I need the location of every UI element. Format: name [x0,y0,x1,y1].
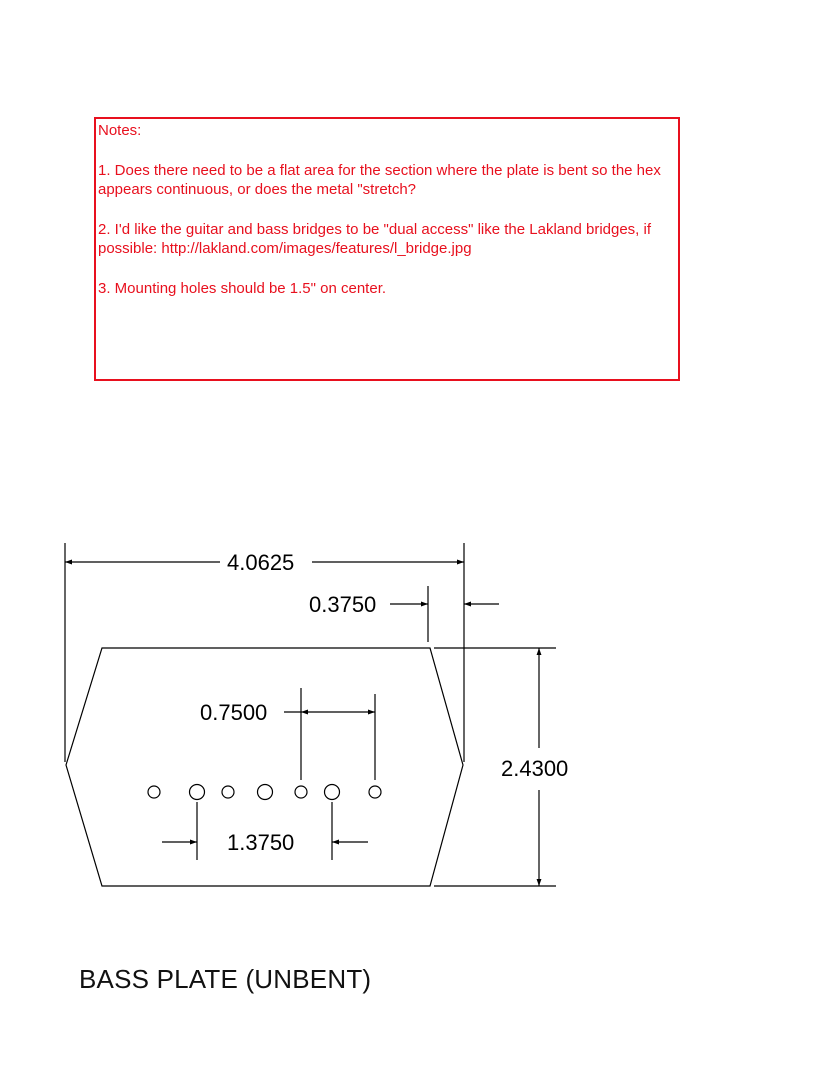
dim-label-overall-height: 2.4300 [501,756,569,781]
hole-small-4 [369,786,381,798]
dim-label-hole-spacing: 0.7500 [200,700,268,725]
note-item-2: 2. I'd like the guitar and bass bridges to be "dual access" like the Lakland bridges, if possible: http://lakland.com/images/features/l_bridge.jpg [98,220,652,257]
dim-label-overall-width: 4.0625 [227,550,295,575]
mounting-hole-left [190,785,205,800]
hole-large-mid [258,785,273,800]
dim-label-mounting-spacing: 1.3750 [227,830,295,855]
hole-small-2 [222,786,234,798]
notes-heading: Notes: [98,122,142,139]
dim-label-chamfer: 0.3750 [309,592,377,617]
drawing-title: BASS PLATE (UNBENT) [79,964,372,994]
note-item-3: 3. Mounting holes should be 1.5" on center. [98,279,387,297]
hole-small-3 [295,786,307,798]
note-item-1: 1. Does there need to be a flat area for the section where the plate is bent so the hex appears continuous, or does the metal "stretch? [98,161,661,198]
mounting-hole-right [325,785,340,800]
hole-small-1 [148,786,160,798]
